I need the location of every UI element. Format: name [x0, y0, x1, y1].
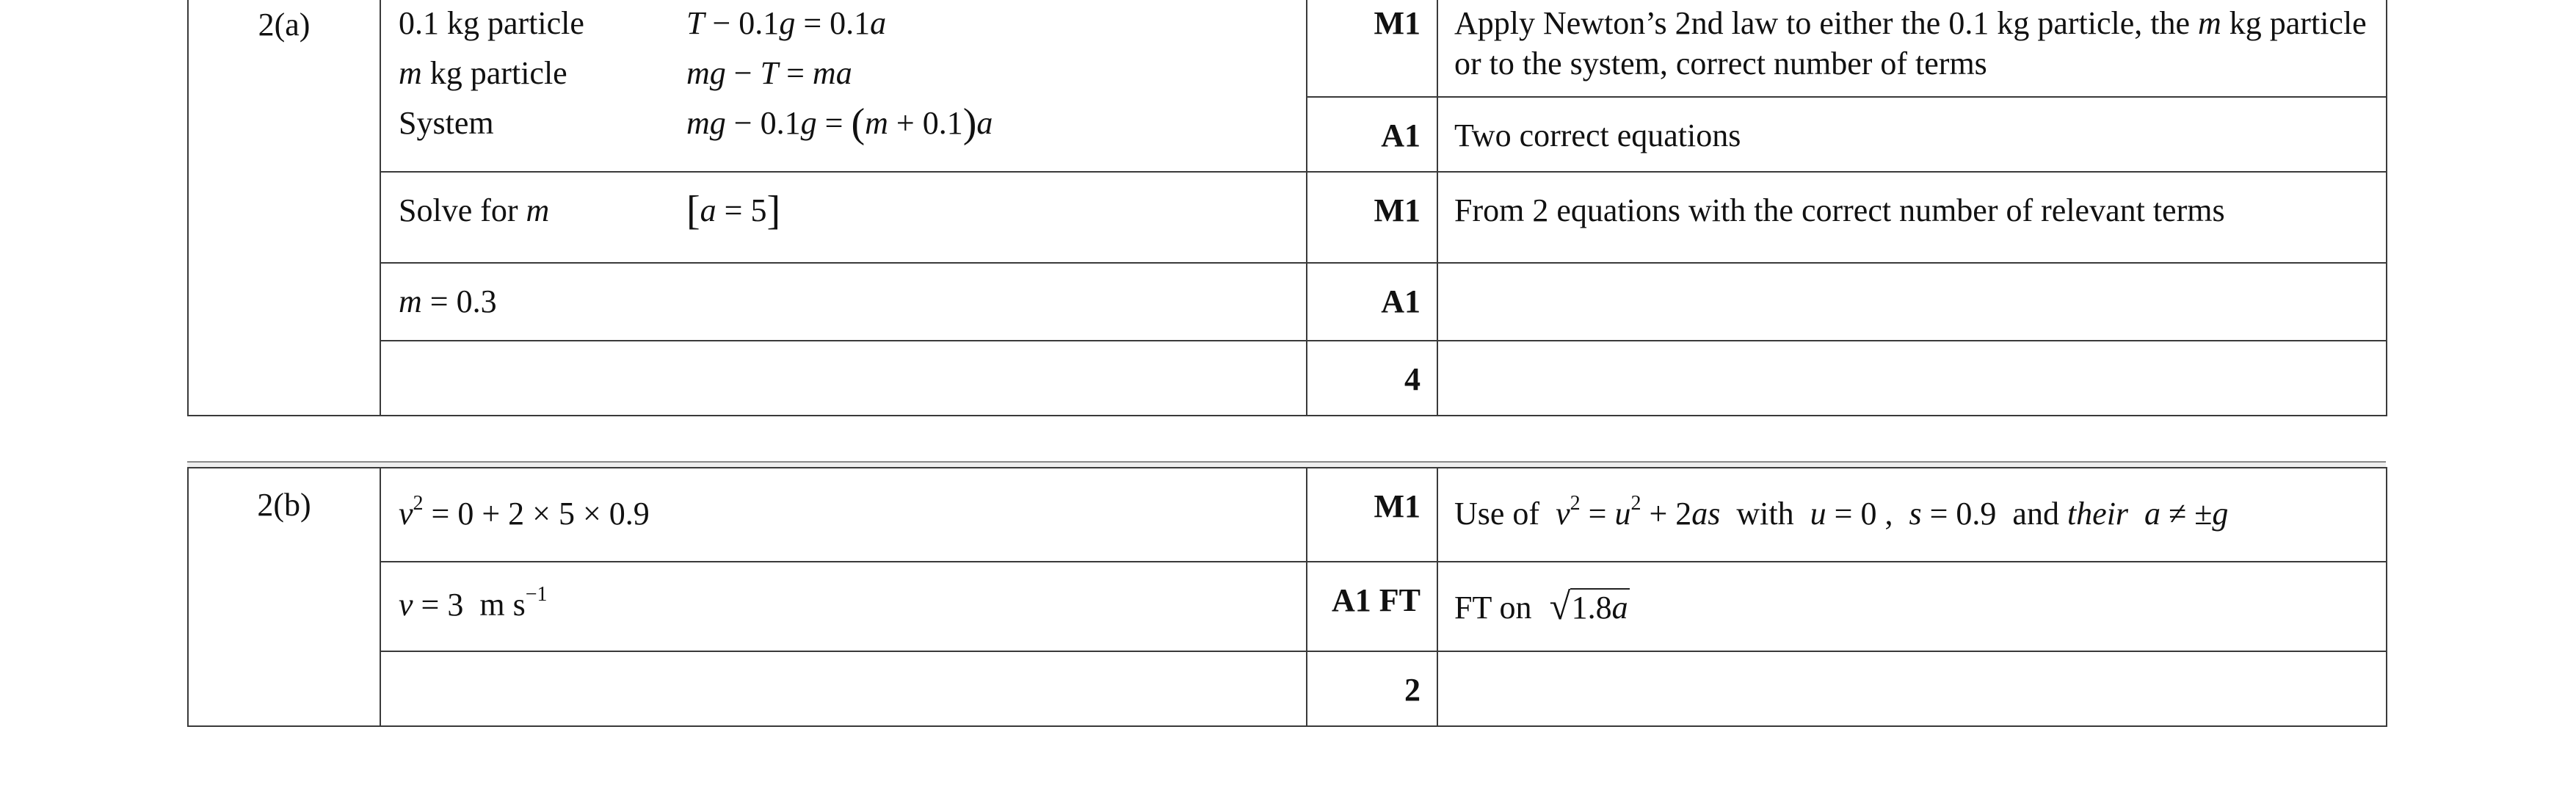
working-line [399, 53, 1288, 103]
working-line [399, 3, 1288, 53]
working-equation: $v^2 = 0 + 2 \times 5 \times 0.9$ [399, 492, 650, 532]
working-equation: mg − 0.1g = (m + 0.1)a [686, 101, 993, 146]
guidance-cell: Use of $v^2 = u^2 + 2as$ with u = 0 , s = 0.9 and their a ≠ ±g [1437, 468, 2387, 562]
guidance-cell: Two correct equations [1437, 97, 2387, 172]
working-equation: mg − T = ma [686, 55, 852, 91]
mark-cell: A1 [1307, 97, 1437, 172]
working-label: 0.1 kg particle [399, 5, 584, 41]
working-cell [380, 263, 1307, 341]
part-b-table-wrapper [187, 467, 2386, 727]
question-number-cell [188, 0, 380, 416]
table-row [188, 263, 2387, 341]
part-b-table [187, 467, 2387, 727]
question-number: 2(b) [257, 487, 311, 523]
table-row [188, 468, 2387, 562]
working-equation: [a = 5] [686, 188, 781, 233]
working-line [399, 103, 1288, 153]
table-row [188, 651, 2387, 726]
part-a-table [187, 0, 2387, 416]
mark-cell: M1 [1307, 172, 1437, 263]
guidance-cell: Apply Newton’s 2nd law to either the 0.1 kg particle, the m kg particle or to the system, correct number of terms [1437, 0, 2387, 97]
working-label: Solve for m [399, 192, 550, 228]
working-cell [380, 172, 1307, 263]
mark-cell: A1 [1307, 263, 1437, 341]
guidance-cell [1437, 263, 2387, 341]
mark-total-cell: 4 [1307, 341, 1437, 416]
guidance-cell: From 2 equations with the correct number of relevant terms [1437, 172, 2387, 263]
table-row [188, 562, 2387, 651]
working-cell [380, 0, 1307, 172]
question-number-cell [188, 468, 380, 726]
question-number: 2(a) [258, 7, 311, 43]
working-line [399, 175, 1288, 240]
guidance-cell [1437, 341, 2387, 416]
table-row [188, 341, 2387, 416]
mark-cell: M1 [1307, 0, 1437, 97]
working-cell [380, 468, 1307, 562]
guidance-cell [1437, 651, 2387, 726]
guidance-cell: FT on √ 1.8a [1437, 562, 2387, 651]
working-equation: T − 0.1g = 0.1a [686, 5, 887, 41]
working-label: m kg particle [399, 55, 567, 91]
working-cell [380, 562, 1307, 651]
working-cell [380, 651, 1307, 726]
mark-total-cell: 2 [1307, 651, 1437, 726]
working-equation: v = 3 m $s^{-1}$ [399, 583, 548, 623]
mark-cell: A1 FT [1307, 562, 1437, 651]
mark-cell: M1 [1307, 468, 1437, 562]
table-row [188, 172, 2387, 263]
table-row [188, 0, 2387, 97]
working-cell [380, 341, 1307, 416]
working-label: System [399, 105, 494, 141]
working-equation: m = 0.3 [399, 283, 497, 319]
part-a-table-wrapper [187, 0, 2386, 416]
